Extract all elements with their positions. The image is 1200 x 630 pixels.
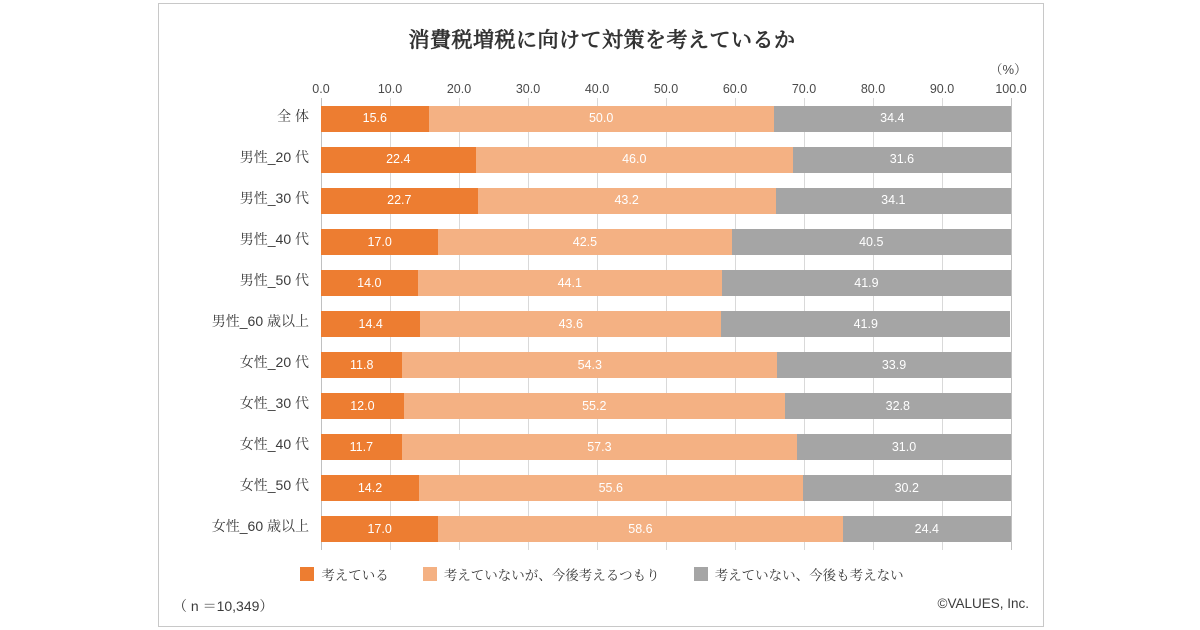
chart-title: 消費税増税に向けて対策を考えているか — [408, 29, 796, 52]
bar-row — [239, 147, 1011, 173]
bar-row — [239, 188, 1011, 214]
bar-segment-series-3 — [776, 188, 1011, 214]
category-label: 女性_40 代 — [239, 436, 309, 453]
bar-value-label: 32.8 — [885, 398, 910, 413]
bar-value-label: 46.0 — [622, 152, 647, 167]
bar-segment-series-3 — [803, 475, 1011, 501]
bar-segment-series-2 — [402, 352, 777, 378]
bar-segment-series-2 — [478, 188, 776, 214]
x-axis-tick-3: 30.0 — [515, 82, 541, 96]
category-label: 男性_60 歳以上 — [211, 313, 309, 329]
legend-item-1[interactable] — [300, 564, 389, 584]
x-axis-tick-6: 60.0 — [722, 82, 748, 96]
bar-value-label: 42.5 — [572, 234, 598, 249]
bar-segment-series-3 — [797, 434, 1011, 460]
bar-segment-series-3 — [843, 516, 1011, 542]
bar-segment-series-1 — [321, 229, 438, 255]
bar-value-label: 40.5 — [859, 234, 884, 249]
bar-row — [211, 516, 1011, 542]
bar-segment-series-3 — [793, 147, 1011, 173]
bar-value-label: 14.4 — [358, 316, 383, 331]
x-axis-tick-8: 80.0 — [860, 82, 886, 96]
legend-swatch-icon — [300, 567, 314, 581]
bar-value-label: 24.4 — [914, 522, 939, 537]
bar-segment-series-3 — [722, 270, 1011, 296]
category-label: 男性_20 代 — [239, 148, 309, 165]
x-axis-tick-10: 100.0 — [995, 82, 1027, 96]
category-label: 女性_50 代 — [239, 477, 309, 494]
bar-value-label: 31.0 — [891, 440, 917, 455]
bar-value-label: 34.1 — [881, 193, 906, 208]
bar-value-label: 30.2 — [894, 481, 919, 496]
x-axis-tick-labels — [312, 82, 1027, 98]
bar-segment-series-2 — [438, 229, 731, 255]
bar-row — [239, 393, 1011, 419]
legend-label: 考えていないが、今後考えるつもり — [443, 568, 660, 583]
legend-swatch-icon — [694, 567, 708, 581]
bar-value-label: 50.0 — [588, 111, 614, 126]
legend-swatch-icon — [423, 567, 437, 581]
bar-segment-series-3 — [777, 352, 1011, 378]
bar-value-label: 11.8 — [350, 357, 374, 372]
bar-segment-series-2 — [419, 475, 803, 501]
bar-segment-series-2 — [418, 270, 722, 296]
bar-value-label: 34.4 — [880, 111, 905, 126]
bar-segment-series-1 — [321, 311, 420, 337]
bar-row — [239, 229, 1011, 255]
bar-segment-series-3 — [774, 106, 1011, 132]
bar-value-label: 17.0 — [367, 234, 392, 249]
bar-value-label: 22.4 — [386, 152, 411, 167]
copyright-note: ©VALUES, Inc. — [937, 596, 1029, 611]
bar-segment-series-1 — [321, 393, 404, 419]
bar-segment-series-2 — [404, 393, 785, 419]
category-label: 女性_20 代 — [239, 354, 309, 371]
bar-row — [239, 352, 1011, 378]
bar-value-label: 43.2 — [614, 193, 639, 208]
bar-segment-series-1 — [321, 188, 478, 214]
bar-value-label: 14.0 — [357, 275, 382, 290]
bar-value-label: 44.1 — [557, 275, 582, 290]
bar-segment-series-1 — [321, 106, 429, 132]
bar-segment-series-1 — [321, 475, 419, 501]
bar-value-label: 58.6 — [628, 522, 653, 537]
bar-segment-series-2 — [429, 106, 774, 132]
bar-segment-series-1 — [321, 434, 402, 460]
bar-segment-series-2 — [402, 434, 797, 460]
category-label: 男性_40 代 — [239, 230, 309, 247]
category-label: 女性_60 歳以上 — [211, 518, 309, 535]
percent-unit-label: （%） — [989, 62, 1027, 77]
bar-segment-series-1 — [321, 352, 402, 378]
legend-label: 考えている — [321, 568, 389, 583]
bar-value-label: 41.9 — [854, 275, 879, 290]
bar-segment-series-3 — [732, 229, 1011, 255]
bar-value-label: 55.6 — [598, 481, 623, 496]
bar-row — [277, 106, 1011, 132]
bar-value-label: 15.6 — [362, 111, 387, 126]
legend-label: 考えていない、今後も考えない — [714, 568, 904, 583]
bar-segment-series-2 — [420, 311, 721, 337]
sample-size-note: （ n ＝10,349） — [173, 598, 274, 614]
bar-segment-series-2 — [438, 516, 842, 542]
x-axis-tick-9: 90.0 — [929, 82, 955, 96]
x-axis-tick-1: 10.0 — [377, 82, 403, 96]
chart-frame — [158, 3, 1044, 627]
bar-segment-series-3 — [721, 311, 1010, 337]
bar-row — [211, 311, 1011, 337]
bar-value-label: 54.3 — [577, 357, 602, 372]
bar-row — [239, 270, 1011, 296]
x-axis-tick-2: 20.0 — [446, 82, 472, 96]
bar-segment-series-3 — [785, 393, 1011, 419]
bar-value-label: 12.0 — [350, 398, 375, 413]
bar-value-label: 17.0 — [367, 522, 392, 537]
bar-value-label: 31.6 — [889, 152, 915, 167]
category-label: 男性_50 代 — [239, 271, 309, 288]
x-axis-tick-7: 70.0 — [791, 82, 817, 96]
x-axis-tick-5: 50.0 — [653, 82, 679, 96]
x-axis-tick-0: 0.0 — [312, 82, 330, 96]
bar-value-label: 41.9 — [853, 316, 878, 331]
bar-segment-series-1 — [321, 516, 438, 542]
category-label: 女性_30 代 — [239, 395, 309, 412]
bar-segment-series-1 — [321, 270, 418, 296]
plot-area — [211, 98, 1011, 550]
bar-value-label: 11.7 — [349, 440, 374, 455]
bar-value-label: 57.3 — [587, 440, 612, 455]
chart-legend — [159, 564, 1045, 584]
bar-value-label: 14.2 — [357, 481, 383, 496]
category-label: 男性_30 代 — [239, 189, 309, 206]
bar-row — [239, 475, 1011, 501]
bar-segment-series-2 — [476, 147, 793, 173]
legend-item-2[interactable] — [423, 564, 660, 584]
category-label: 全 体 — [277, 107, 309, 124]
bar-segment-series-1 — [321, 147, 476, 173]
gridline-10 — [1011, 98, 1012, 550]
bar-value-label: 55.2 — [582, 398, 607, 413]
legend-item-3[interactable] — [694, 564, 904, 584]
bar-value-label: 33.9 — [881, 357, 907, 372]
bar-row — [239, 434, 1011, 460]
bar-value-label: 43.6 — [558, 316, 583, 331]
x-axis-tick-4: 40.0 — [584, 82, 610, 96]
bar-value-label: 22.7 — [387, 193, 412, 208]
